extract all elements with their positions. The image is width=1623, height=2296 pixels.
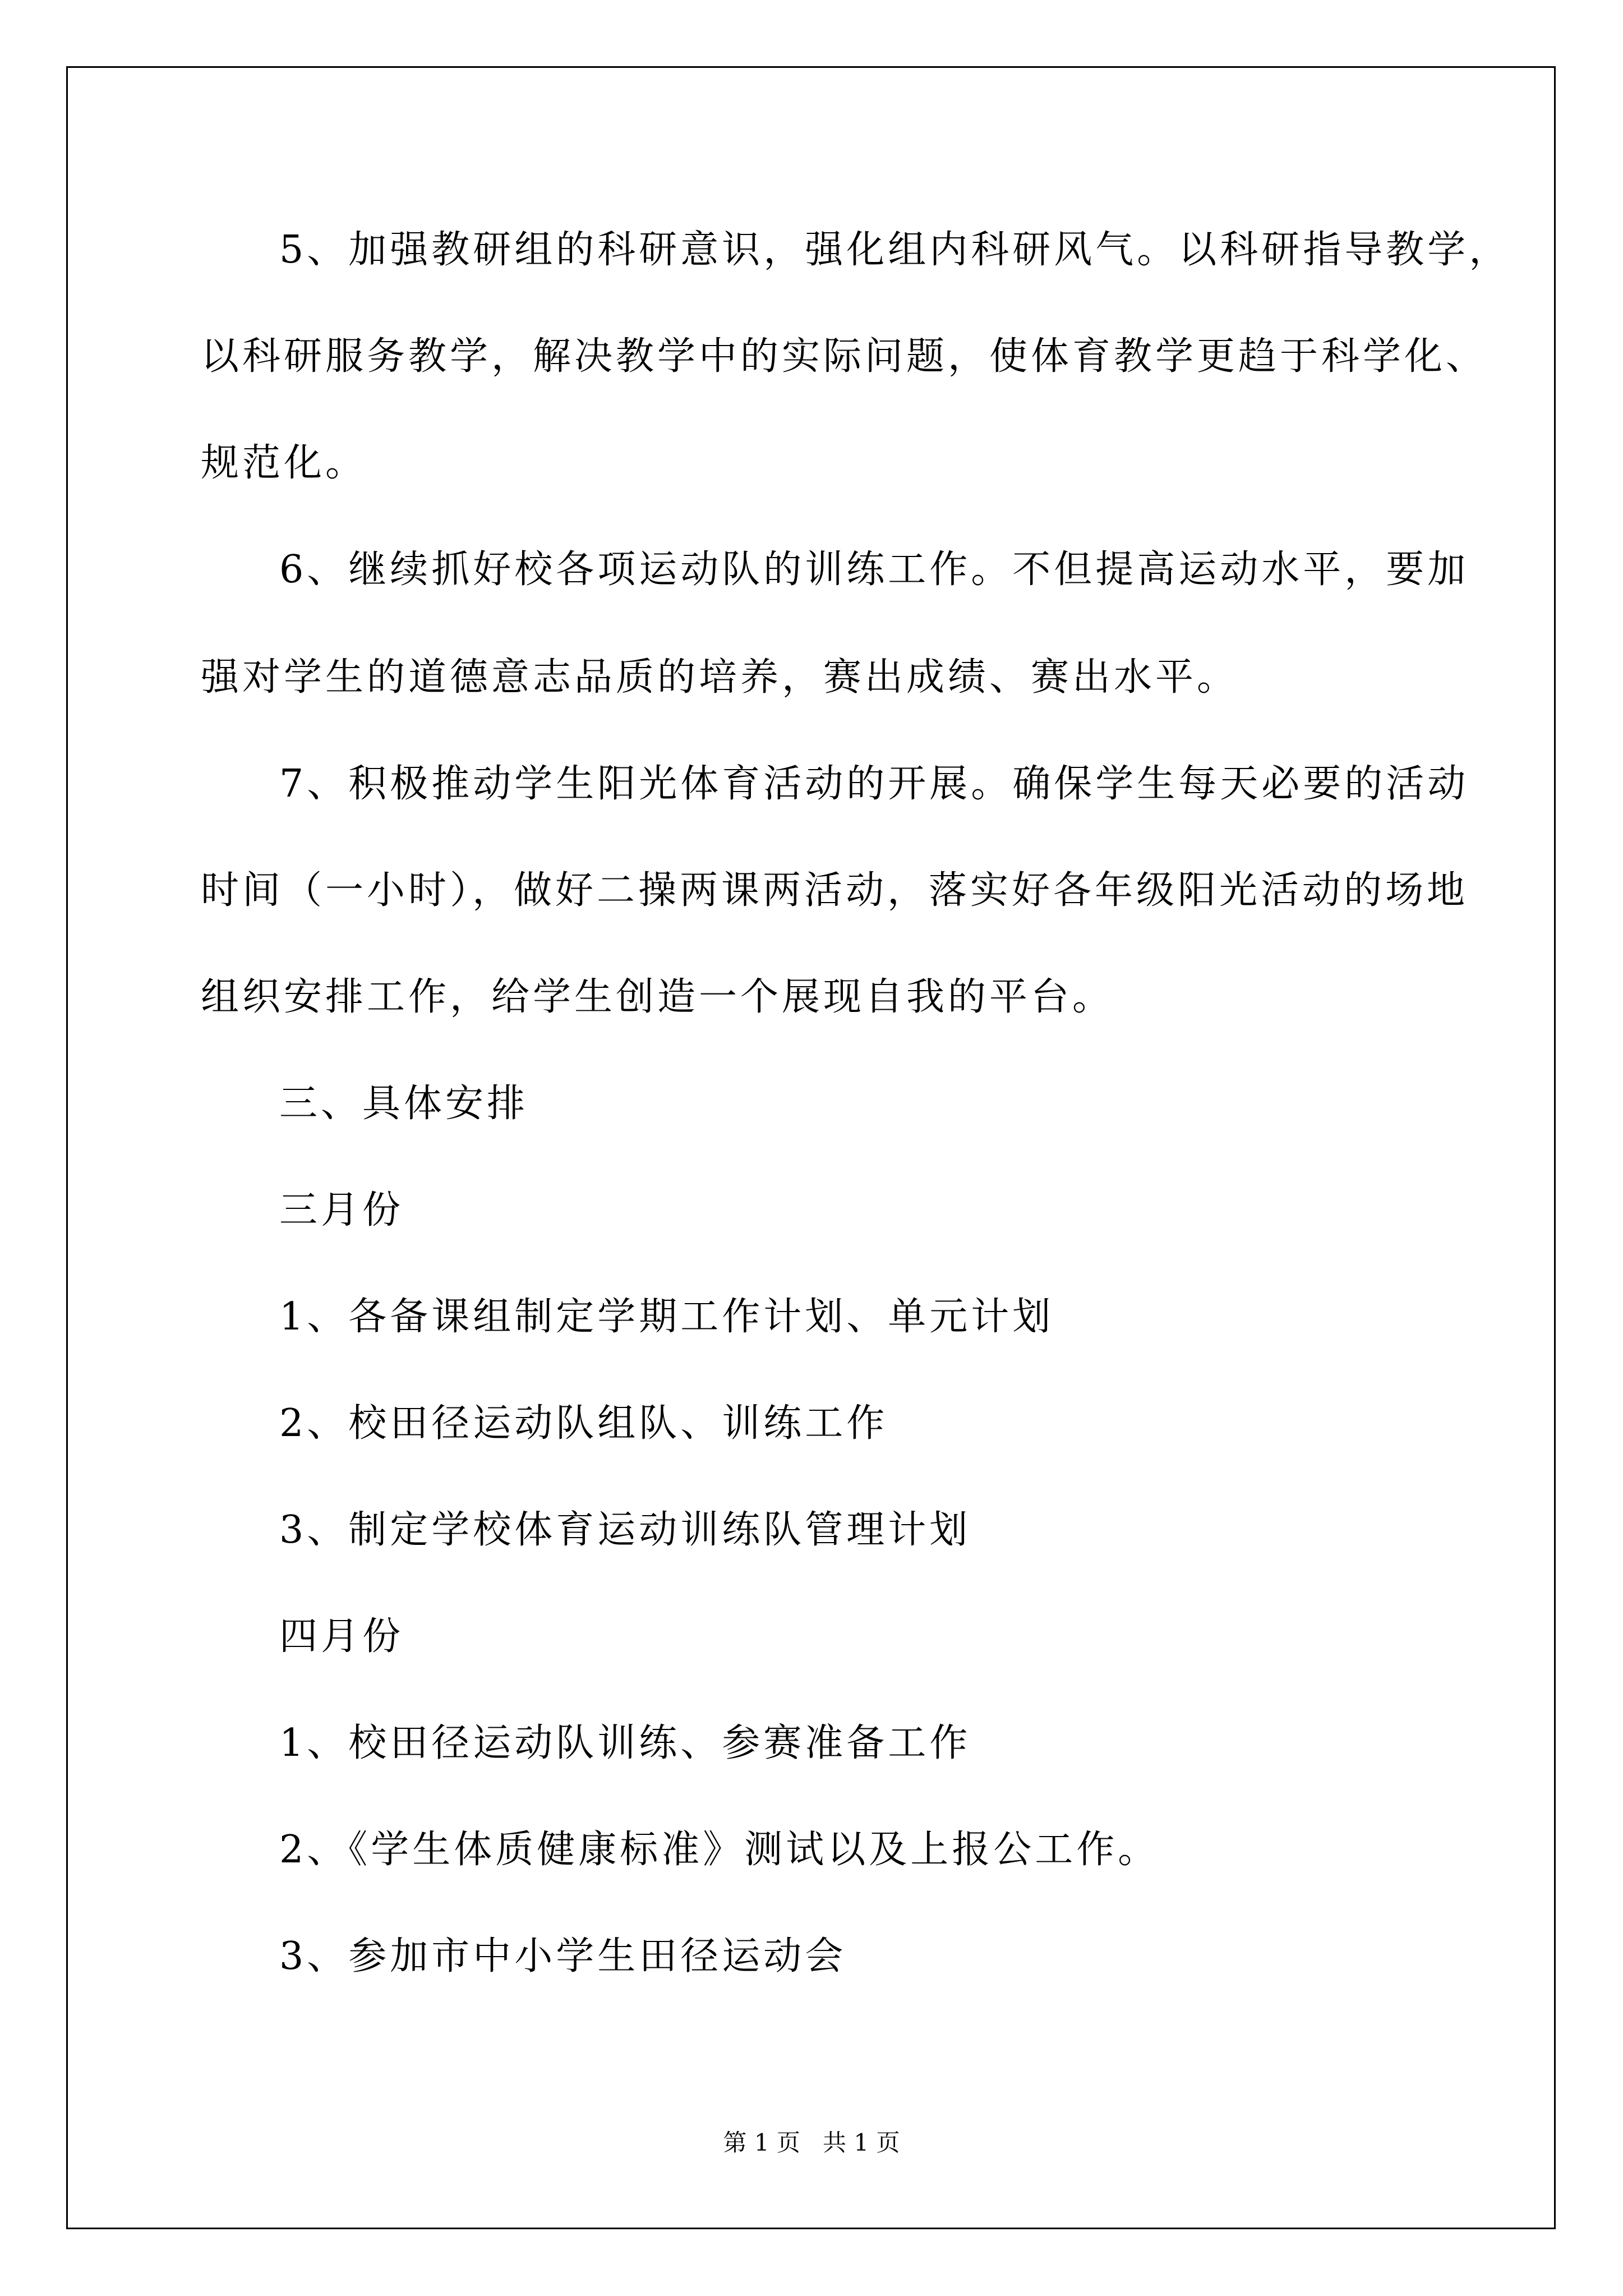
paragraph-6-line-1: 6、继续抓好校各项运动队的训练工作。不但提高运动水平，要加 bbox=[279, 547, 1469, 592]
paragraph-7-line-1: 7、积极推动学生阳光体育活动的开展。确保学生每天必要的活动 bbox=[279, 762, 1469, 806]
paragraph-5-line-3: 规范化。 bbox=[201, 441, 367, 485]
month-heading-april: 四月份 bbox=[279, 1614, 404, 1659]
paragraph-5-line-2: 以科研服务教学，解决教学中的实际问题，使体育教学更趋于科学化、 bbox=[201, 334, 1488, 379]
page-footer: 第 1 页 共 1 页 bbox=[723, 2129, 900, 2156]
section-heading: 三、具体安排 bbox=[279, 1082, 529, 1126]
april-item-1: 1、校田径运动队训练、参赛准备工作 bbox=[279, 1721, 971, 1765]
march-item-2: 2、校田径运动队组队、训练工作 bbox=[279, 1401, 888, 1446]
paragraph-7-line-3: 组织安排工作，给学生创造一个展现自我的平台。 bbox=[201, 975, 1114, 1019]
month-heading-march: 三月份 bbox=[279, 1188, 404, 1232]
paragraph-7-line-2: 时间（一小时），做好二操两课两活动，落实好各年级阳光活动的场地 bbox=[201, 868, 1469, 913]
april-item-2: 2、《学生体质健康标准》测试以及上报公工作。 bbox=[279, 1828, 1160, 1872]
march-item-1: 1、各备课组制定学期工作计划、单元计划 bbox=[279, 1295, 1054, 1339]
page-border bbox=[66, 66, 1556, 2229]
paragraph-5-line-1: 5、加强教研组的科研意识，强化组内科研风气。以科研指导教学， bbox=[279, 228, 1511, 272]
march-item-3: 3、制定学校体育运动训练队管理计划 bbox=[279, 1508, 971, 1552]
april-item-3: 3、参加市中小学生田径运动会 bbox=[279, 1934, 847, 1978]
paragraph-6-line-2: 强对学生的道德意志品质的培养，赛出成绩、赛出水平。 bbox=[201, 655, 1239, 700]
